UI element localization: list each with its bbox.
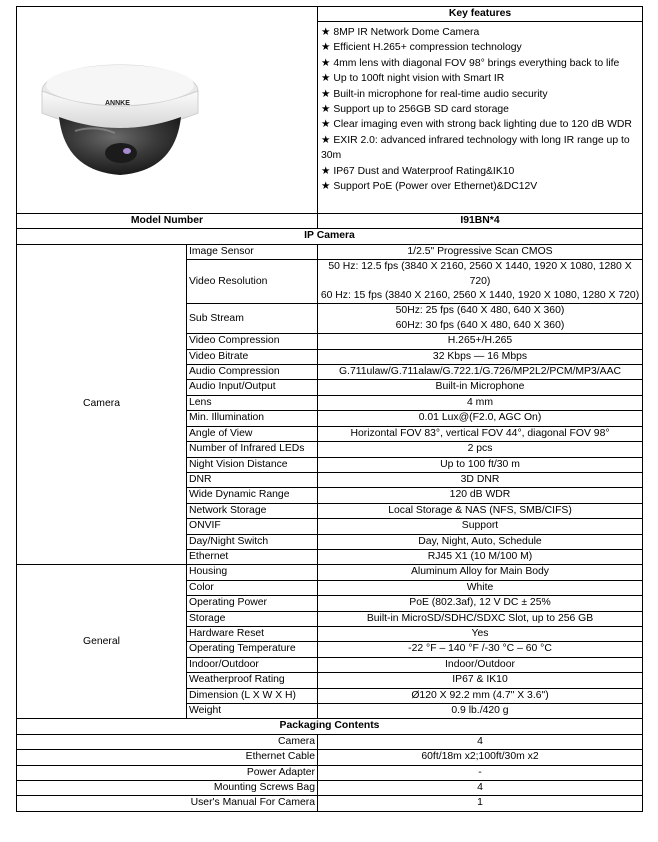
- star-icon: ★: [321, 42, 331, 54]
- spec-value: [318, 426, 643, 441]
- spec-value-line: Day, Night, Auto, Schedule: [418, 535, 542, 547]
- spec-value: [318, 657, 643, 672]
- star-icon: ★: [321, 134, 331, 146]
- star-icon: ★: [321, 88, 331, 100]
- spec-value: [318, 395, 643, 410]
- spec-value: [318, 244, 643, 259]
- spec-name: Storage: [187, 611, 318, 626]
- spec-value-line: 50Hz: 25 fps (640 X 480, 640 X 360): [395, 305, 565, 317]
- spec-name: DNR: [187, 472, 318, 487]
- spec-value-line: Yes: [471, 627, 489, 639]
- brand-logo: ANNKE: [105, 100, 130, 107]
- packaging-row: [17, 796, 643, 811]
- model-row: [17, 214, 643, 229]
- spec-name: Wide Dynamic Range: [187, 488, 318, 503]
- spec-value-line: IP67 & IK10: [452, 674, 508, 686]
- model-label: Model Number: [17, 214, 318, 229]
- spec-value: [318, 642, 643, 657]
- key-feature-item: [321, 179, 639, 194]
- spec-value-line: H.265+/H.265: [447, 335, 513, 347]
- key-feature-text: Support up to 256GB SD card storage: [333, 104, 509, 116]
- key-feature-text: 8MP IR Network Dome Camera: [333, 27, 480, 38]
- spec-value: [318, 411, 643, 426]
- spec-value-line: 0.9 lb./420 g: [451, 705, 509, 716]
- spec-name: Lens: [187, 395, 318, 410]
- star-icon: ★: [321, 181, 331, 193]
- key-feature-text: IP67 Dust and Waterproof Rating&IK10: [333, 165, 515, 177]
- spec-name: Video Bitrate: [187, 349, 318, 364]
- spec-value: [318, 349, 643, 364]
- packaging-item-name: Power Adapter: [17, 765, 318, 780]
- spec-value-line: Horizontal FOV 83°, vertical FOV 44°, diagonal FOV 98°: [350, 427, 610, 439]
- spec-value-line: Built-in Microphone: [435, 381, 525, 393]
- spec-value-line: -22 °F – 140 °F /-30 °C – 60 °C: [408, 643, 552, 655]
- packaging-heading: Packaging Contents: [17, 719, 643, 734]
- spec-value: [318, 260, 643, 304]
- spec-name: Ethernet: [187, 549, 318, 564]
- spec-value: [318, 688, 643, 703]
- star-icon: ★: [321, 73, 331, 85]
- spec-value-line: Support: [461, 520, 499, 532]
- key-feature-text: Up to 100ft night vision with Smart IR: [333, 73, 505, 85]
- spec-value: [318, 457, 643, 472]
- spec-name: Day/Night Switch: [187, 534, 318, 549]
- spec-value-line: 50 Hz: 12.5 fps (3840 X 2160, 2560 X 1440, 1920 X 1080, 1280 X 720): [328, 261, 632, 287]
- spec-value: [318, 626, 643, 641]
- spec-value: [318, 565, 643, 580]
- spec-value: [318, 673, 643, 688]
- spec-value: [318, 611, 643, 626]
- key-feature-item: [321, 102, 639, 117]
- spec-value-line: White: [466, 581, 494, 593]
- spec-name: Min. Illumination: [187, 411, 318, 426]
- key-feature-text: EXIR 2.0: advanced infrared technology with long IR range up to 30m: [321, 134, 630, 162]
- spec-name: Weight: [187, 704, 318, 719]
- spec-value: [318, 704, 643, 719]
- camera-section-label: Camera: [17, 244, 187, 565]
- spec-name: Housing: [187, 565, 318, 580]
- key-feature-item: [321, 87, 639, 102]
- spec-name: Dimension (L X W X H): [187, 688, 318, 703]
- spec-value-line: 3D DNR: [460, 473, 500, 485]
- spec-value: [318, 580, 643, 595]
- spec-value: [318, 549, 643, 564]
- spec-value-line: 4 mm: [467, 396, 493, 408]
- spec-value-line: Indoor/Outdoor: [445, 658, 515, 670]
- spec-row: [17, 244, 643, 259]
- packaging-item-name: User's Manual For Camera: [17, 796, 318, 811]
- ip-camera-heading: IP Camera: [17, 229, 643, 244]
- key-features-cell: [318, 7, 643, 214]
- spec-sheet-table: [16, 6, 643, 812]
- spec-value: [318, 596, 643, 611]
- packaging-row: [17, 750, 643, 765]
- spec-value: [318, 503, 643, 518]
- star-icon: ★: [321, 27, 331, 38]
- spec-value-line: 32 Kbps — 16 Mbps: [432, 350, 528, 362]
- spec-name: ONVIF: [187, 519, 318, 534]
- key-feature-item: [321, 71, 639, 86]
- spec-value-line: 1/2.5" Progressive Scan CMOS: [407, 245, 553, 257]
- spec-name: Angle of View: [187, 426, 318, 441]
- spec-name: Weatherproof Rating: [187, 673, 318, 688]
- packaging-item-name: Mounting Screws Bag: [17, 781, 318, 796]
- packaging-item-value: 4: [318, 781, 643, 796]
- key-feature-text: 4mm lens with diagonal FOV 98° brings everything back to life: [333, 57, 620, 69]
- spec-name: Color: [187, 580, 318, 595]
- spec-value: [318, 488, 643, 503]
- spec-name: Video Resolution: [187, 260, 318, 304]
- general-section-label: General: [17, 565, 187, 719]
- spec-value-line: 2 pcs: [467, 443, 493, 455]
- key-feature-text: Efficient H.265+ compression technology: [333, 42, 522, 54]
- key-feature-item: [321, 56, 639, 71]
- ip-camera-heading-row: [17, 229, 643, 244]
- spec-name: Audio Compression: [187, 365, 318, 380]
- spec-value-line: 0.01 Lux@(F2.0, AGC On): [418, 412, 542, 424]
- product-photo-cell: [17, 7, 318, 214]
- spec-name: Number of Infrared LEDs: [187, 442, 318, 457]
- spec-value-line: Aluminum Alloy for Main Body: [410, 566, 550, 578]
- key-feature-text: Built-in microphone for real-time audio security: [333, 88, 548, 100]
- spec-name: Operating Power: [187, 596, 318, 611]
- dome-camera-photo: [35, 21, 205, 181]
- key-feature-item: [321, 40, 639, 55]
- model-value: I91BN*4: [318, 214, 643, 229]
- packaging-item-value: -: [318, 765, 643, 780]
- key-feature-item: [321, 164, 639, 179]
- star-icon: ★: [321, 119, 331, 131]
- packaging-heading-row: [17, 719, 643, 734]
- spec-value-line: PoE (802.3af), 12 V DC ± 25%: [409, 597, 551, 609]
- packaging-item-value: 60ft/18m x2;100ft/30m x2: [318, 750, 643, 765]
- packaging-item-name: Ethernet Cable: [17, 750, 318, 765]
- spec-name: Video Compression: [187, 334, 318, 349]
- spec-name: Sub Stream: [187, 304, 318, 334]
- key-feature-item: [321, 117, 639, 132]
- key-feature-item: [321, 25, 639, 40]
- packaging-row: [17, 765, 643, 780]
- spec-value: [318, 534, 643, 549]
- spec-name: Image Sensor: [187, 244, 318, 259]
- spec-value-line: G.711ulaw/G.711alaw/G.722.1/G.726/MP2L2/PCM/MP3/AAC: [338, 366, 622, 378]
- key-feature-text: Support PoE (Power over Ethernet)&DC12V: [333, 181, 538, 193]
- spec-value: [318, 334, 643, 349]
- spec-value: [318, 365, 643, 380]
- spec-value-line: Ø120 X 92.2 mm (4.7" X 3.6"): [411, 689, 549, 701]
- packaging-row: [17, 734, 643, 749]
- packaging-item-value: 1: [318, 796, 643, 811]
- key-feature-text: Clear imaging even with strong back lighting due to 120 dB WDR: [333, 119, 632, 131]
- spec-value-line: 120 dB WDR: [449, 489, 511, 501]
- spec-value: [318, 472, 643, 487]
- packaging-row: [17, 781, 643, 796]
- spec-name: Audio Input/Output: [187, 380, 318, 395]
- key-features-list: [321, 25, 639, 194]
- packaging-item-name: Camera: [17, 734, 318, 749]
- key-feature-item: [321, 133, 639, 164]
- spec-value: [318, 380, 643, 395]
- spec-value: [318, 442, 643, 457]
- spec-value-line: Up to 100 ft/30 m: [440, 458, 520, 470]
- spec-row: [17, 565, 643, 580]
- spec-value: [318, 304, 643, 334]
- star-icon: ★: [321, 165, 331, 177]
- spec-value: [318, 519, 643, 534]
- header-row: [17, 7, 643, 214]
- key-features-title: Key features: [318, 7, 642, 22]
- star-icon: ★: [321, 104, 331, 116]
- spec-value-line: Local Storage & NAS (NFS, SMB/CIFS): [388, 504, 572, 516]
- spec-name: Operating Temperature: [187, 642, 318, 657]
- spec-name: Night Vision Distance: [187, 457, 318, 472]
- spec-value-line: Built-in MicroSD/SDHC/SDXC Slot, up to 256 GB: [366, 612, 594, 624]
- spec-name: Indoor/Outdoor: [187, 657, 318, 672]
- spec-value-line: 60Hz: 30 fps (640 X 480, 640 X 360): [395, 319, 565, 331]
- spec-name: Network Storage: [187, 503, 318, 518]
- spec-value-line: RJ45 X1 (10 M/100 M): [427, 550, 533, 562]
- spec-value-line: 60 Hz: 15 fps (3840 X 2160, 2560 X 1440, 1920 X 1080, 1280 X 720): [320, 290, 640, 302]
- packaging-item-value: 4: [318, 734, 643, 749]
- star-icon: ★: [321, 57, 331, 69]
- spec-name: Hardware Reset: [187, 626, 318, 641]
